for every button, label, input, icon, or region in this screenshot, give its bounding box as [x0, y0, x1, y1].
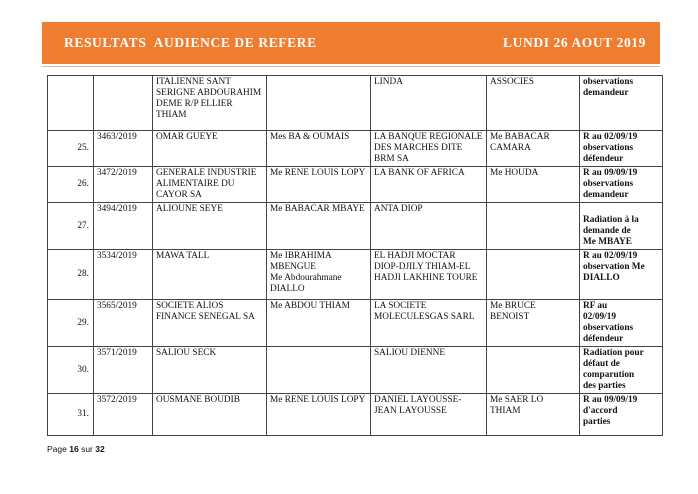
decision-cell-line: des parties [583, 381, 626, 391]
page-footer [47, 444, 105, 454]
plaintiff-cell [153, 394, 267, 436]
case-number: 25. [48, 131, 94, 167]
defendant-counsel-cell [487, 76, 580, 131]
decision-cell-line: R au 02/09/19 [583, 132, 638, 142]
plaintiff-counsel-cell-line: MBENGUE [270, 262, 316, 272]
plaintiff-counsel-cell [267, 347, 371, 394]
plaintiff-cell [153, 203, 267, 250]
plaintiff-cell-line: CAYOR SA [156, 190, 202, 200]
plaintiff-cell [153, 250, 267, 300]
case-reference [94, 76, 153, 131]
defendant-counsel-cell-line: Me HOUDA [490, 168, 539, 178]
defendant-cell-line: DANIEL LAYOUSSE- [374, 395, 462, 405]
defendant-counsel-cell-line: CAMARA [490, 143, 531, 153]
page-header-band [42, 22, 660, 64]
defendant-counsel-cell [487, 203, 580, 250]
plaintiff-cell-line: SALIOU SECK [156, 348, 217, 358]
page-current: 16 [69, 444, 79, 454]
defendant-cell-line: LA BANQUE REGIONALE [374, 132, 483, 142]
page-total: 32 [95, 444, 105, 454]
plaintiff-cell-line: SOCIETE ALIOS [156, 301, 224, 311]
case-number: 28. [48, 250, 94, 300]
plaintiff-cell-line: ITALIENNE SANT [156, 77, 231, 87]
case-number [48, 76, 94, 131]
decision-cell-line: défaut de [583, 359, 620, 369]
defendant-cell-line: JEAN LAYOUSSE [374, 406, 447, 416]
decision-cell-line: RF au [583, 301, 608, 311]
plaintiff-counsel-cell-line: Mes BA & OUMAIS [270, 132, 350, 142]
plaintiff-counsel-cell-line: Me RENE LOUIS LOPY [270, 395, 366, 405]
plaintiff-cell-line: OMAR GUEYE [156, 132, 218, 142]
plaintiff-counsel-cell-line: DIALLO [270, 284, 305, 294]
defendant-cell-line: BRM SA [374, 154, 409, 164]
decision-cell-line: DIALLO [583, 273, 620, 283]
decision-cell-line: Radiation pour [583, 348, 644, 358]
defendant-counsel-cell [487, 167, 580, 203]
case-number: 29. [48, 300, 94, 347]
plaintiff-cell-line: MAWA TALL [156, 251, 210, 261]
decision-cell-line [583, 204, 659, 215]
defendant-cell-line: MOLECULESGAS SARL [374, 312, 475, 322]
defendant-cell-line: DES MARCHES DITE [374, 143, 463, 153]
decision-cell-line: R au 09/09/19 [583, 395, 638, 405]
plaintiff-cell [153, 347, 267, 394]
defendant-cell [371, 131, 487, 167]
case-reference: 3571/2019 [94, 347, 153, 394]
plaintiff-counsel-cell-line: Me Abdourahmane [270, 273, 342, 283]
decision-cell-line: demandeur [583, 190, 629, 200]
defendant-counsel-cell [487, 131, 580, 167]
defendant-cell [371, 394, 487, 436]
decision-cell-line: observation Me [583, 262, 645, 272]
plaintiff-counsel-cell-line: Me ABDOU THIAM [270, 301, 350, 311]
defendant-cell [371, 347, 487, 394]
decision-cell-line: observations [583, 323, 634, 333]
decision-cell-line: 02/09/19 [583, 312, 617, 322]
plaintiff-counsel-cell [267, 394, 371, 436]
defendant-cell-line: LA BANK OF AFRICA [374, 168, 465, 178]
defendant-cell-line: SALIOU DIENNE [374, 348, 446, 358]
defendant-cell-line: LA SOCIETE [374, 301, 427, 311]
decision-cell-line: Radiation à la [583, 215, 639, 225]
header-title: RESULTATS AUDIENCE DE REFERE [64, 35, 317, 50]
decision-cell-line: demandeur [583, 88, 629, 98]
case-reference: 3572/2019 [94, 394, 153, 436]
plaintiff-counsel-cell [267, 76, 371, 131]
defendant-cell-line: DIOP-DJILY THIAM-EL [374, 262, 471, 272]
plaintiff-cell-line: GENERALE INDUSTRIE [156, 168, 257, 178]
plaintiff-counsel-cell-line: Me RENE LOUIS LOPY [270, 168, 366, 178]
case-number: 26. [48, 167, 94, 203]
defendant-cell [371, 250, 487, 300]
plaintiff-counsel-cell-line: Me IBRAHIMA [270, 251, 332, 261]
case-reference: 3463/2019 [94, 131, 153, 167]
case-number: 30. [48, 347, 94, 394]
case-reference: 3472/2019 [94, 167, 153, 203]
results-table [47, 75, 663, 436]
plaintiff-counsel-cell [267, 250, 371, 300]
defendant-cell [371, 300, 487, 347]
decision-cell-line: observations [583, 143, 634, 153]
plaintiff-cell-line: THIAM [156, 110, 187, 120]
header-date: LUNDI 26 AOUT 2019 [503, 35, 646, 50]
defendant-counsel-cell-line: THIAM [490, 406, 521, 416]
table-row [48, 347, 663, 394]
decision-cell-line: défendeur [583, 154, 624, 164]
decision-cell-line: observations [583, 77, 634, 87]
decision-cell-line: parties [583, 417, 611, 427]
defendant-counsel-cell [487, 394, 580, 436]
case-reference: 3534/2019 [94, 250, 153, 300]
defendant-cell [371, 76, 487, 131]
plaintiff-cell [153, 131, 267, 167]
defendant-counsel-cell-line: Me SAER LO [490, 395, 544, 405]
decision-cell-line: demande de [583, 226, 631, 236]
decision-cell [580, 203, 663, 250]
page-of: sur [81, 444, 93, 454]
defendant-cell [371, 167, 487, 203]
decision-cell-line: défendeur [583, 334, 624, 344]
defendant-counsel-cell [487, 250, 580, 300]
decision-cell [580, 300, 663, 347]
plaintiff-cell [153, 76, 267, 131]
case-number: 27. [48, 203, 94, 250]
defendant-counsel-cell-line: ASSOCIES [490, 77, 534, 87]
plaintiff-cell-line: OUSMANE BOUDIB [156, 395, 240, 405]
case-reference: 3494/2019 [94, 203, 153, 250]
plaintiff-counsel-cell-line: Me BABACAR MBAYE [270, 204, 365, 214]
decision-cell [580, 76, 663, 131]
case-reference: 3565/2019 [94, 300, 153, 347]
decision-cell [580, 167, 663, 203]
defendant-cell-line: LINDA [374, 77, 403, 87]
table-row [48, 394, 663, 436]
decision-cell-line: Me MBAYE [583, 237, 632, 247]
plaintiff-counsel-cell [267, 203, 371, 250]
decision-cell [580, 250, 663, 300]
table-row [48, 131, 663, 167]
decision-cell-line: comparution [583, 370, 635, 380]
plaintiff-cell-line: ALIMENTAIRE DU [156, 179, 235, 189]
defendant-cell [371, 203, 487, 250]
decision-cell-line: R au 09/09/19 [583, 168, 638, 178]
defendant-counsel-cell [487, 300, 580, 347]
plaintiff-cell-line: DEME R/P ELLIER [156, 99, 233, 109]
defendant-counsel-cell-line: BENOIST [490, 312, 530, 322]
decision-cell-line: R au 02/09/19 [583, 251, 638, 261]
defendant-counsel-cell-line: Me BRUCE [490, 301, 536, 311]
plaintiff-counsel-cell [267, 131, 371, 167]
decision-cell [580, 131, 663, 167]
table-row [48, 300, 663, 347]
plaintiff-cell-line: ALIOUNE SEYE [156, 204, 223, 214]
header-underline [42, 66, 660, 67]
plaintiff-counsel-cell [267, 300, 371, 347]
defendant-cell-line: ANTA DIOP [374, 204, 423, 214]
table-row [48, 76, 663, 131]
plaintiff-cell [153, 300, 267, 347]
decision-cell-line: d'accord [583, 406, 618, 416]
plaintiff-cell-line: FINANCE SENEGAL SA [156, 312, 255, 322]
decision-cell [580, 347, 663, 394]
decision-cell [580, 394, 663, 436]
plaintiff-counsel-cell [267, 167, 371, 203]
page-label: Page [47, 444, 67, 454]
decision-cell-line: observations [583, 179, 634, 189]
plaintiff-cell [153, 167, 267, 203]
table-row [48, 250, 663, 300]
results-table-body [48, 76, 663, 436]
plaintiff-cell-line: SERIGNE ABDOURAHIM [156, 88, 262, 98]
defendant-counsel-cell [487, 347, 580, 394]
table-row [48, 167, 663, 203]
defendant-cell-line: EL HADJI MOCTAR [374, 251, 456, 261]
defendant-cell-line: HADJI LAKHINE TOURE [374, 273, 478, 283]
table-row [48, 203, 663, 250]
defendant-counsel-cell-line: Me BABACAR [490, 132, 550, 142]
case-number: 31. [48, 394, 94, 436]
